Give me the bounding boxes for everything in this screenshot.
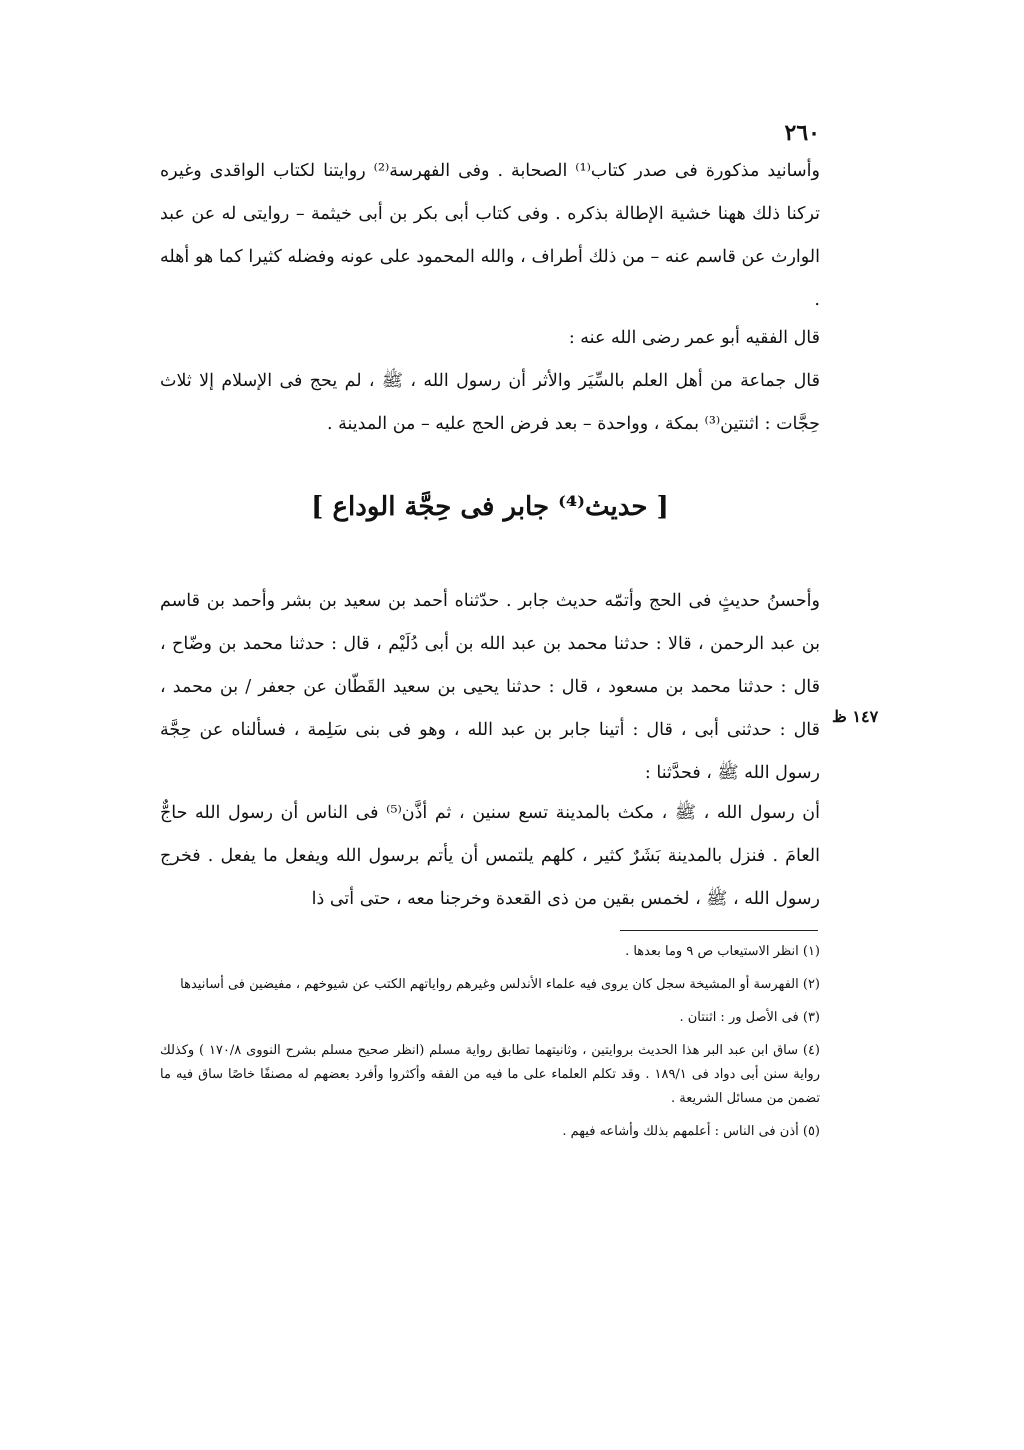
pilgrimages-paragraph: قال جماعة من أهل العلم بالسِّيَر والأثر أن رسول الله ، ﷺ ، لم يحج فى الإسلام إلا ثلاث حِجَّات : اثنتين⁽³⁾ بمكة ، وواحدة – بعد فرض الحج عليه – من المدينة . — [160, 371, 820, 434]
intro-paragraph: وأسانيد مذكورة فى صدر كتاب⁽¹⁾ الصحابة . وفى الفهرسة⁽²⁾ روايتنا لكتاب الواقدى وغيره تركنا ذلك ههنا خشية الإطالة بذكره . وفى كتاب أبى بكر بن أبى خيثمة – روايتى له عن عبد الوارث عن قاسم عنه – من ذلك أطراف ، والله المحمود على عونه وفضله كثيرا كما هو أهله . — [160, 161, 820, 310]
footnote-4: (٤) ساق ابن عبد البر هذا الحديث بروايتين ، وثانيتهما تطابق رواية مسلم (انظر صحيح مسلم بشرح النووى ١٧٠/٨ ) وكذلك رواية سنن أبى دواد فى ١٨٩/١ . وقد تكلم العلماء على ما فيه من الفقه وأكثروا وأفرد بعضهم له مصنفًا خاصًا ساق فيه ما تضمن من مسائل الشريعة . — [160, 1043, 820, 1106]
hadith-body-paragraph: أن رسول الله ، ﷺ ، مكث بالمدينة تسع سنين ، ثم أذَّن⁽⁵⁾ فى الناس أن رسول الله حاجٌّ العامَ . فنزل بالمدينة بَشَرٌ كثير ، كلهم يلتمس أن يأتم برسول الله ويفعل ما يفعل . فخرج رسول الله ، ﷺ ، لخمس بقين من ذى القعدة وخرجنا معه ، حتى أتى ذا — [160, 803, 820, 909]
footnote-1: (١) انظر الاستيعاب ص ٩ وما بعدها . — [625, 944, 820, 959]
hadith-chain-paragraph: وأحسنُ حديثٍ فى الحج وأتمّه حديث جابر . حدّثناه أحمد بن سعيد بن بشر وأحمد بن قاسم بن عبد الرحمن ، قالا : حدثنا محمد بن عبد الله بن أبى دُلَيْم ، قال : حدثنا محمد بن وضّاح ، قال : حدثنا محمد بن مسعود ، قال : حدثنا يحيى بن سعيد القَطّان عن جعفر / بن محمد ، قال : حدثنى أبى ، قال : أتينا جابر بن عبد الله ، وهو فى بنى سَلِمة ، فسألناه عن حِجَّة رسول الله ﷺ ، فحدَّثنا : — [160, 591, 820, 783]
footnote-divider — [620, 930, 818, 931]
footnote-5: (٥) أذن فى الناس : أعلمهم بذلك وأشاعه فيهم . — [562, 1124, 820, 1139]
faqih-paragraph: قال الفقيه أبو عمر رضى الله عنه : — [568, 328, 820, 348]
page-number: ٢٦٠ — [784, 120, 820, 146]
footnotes — [160, 940, 820, 1144]
footnote-2: (٢) الفهرسة أو المشيخة سجل كان يروى فيه علماء الأندلس وغيرهم رواياتهم الكتب عن شيوخهم ، مفيضين فى أسانيدها — [180, 977, 820, 992]
section-title: [ حديث⁽⁴⁾ جابر فى حِجَّة الوداع ] — [311, 492, 669, 522]
margin-folio-note: ١٤٧ ظ — [832, 707, 879, 726]
footnote-3: (٣) فى الأصل ور : اثنتان . — [679, 1010, 820, 1025]
